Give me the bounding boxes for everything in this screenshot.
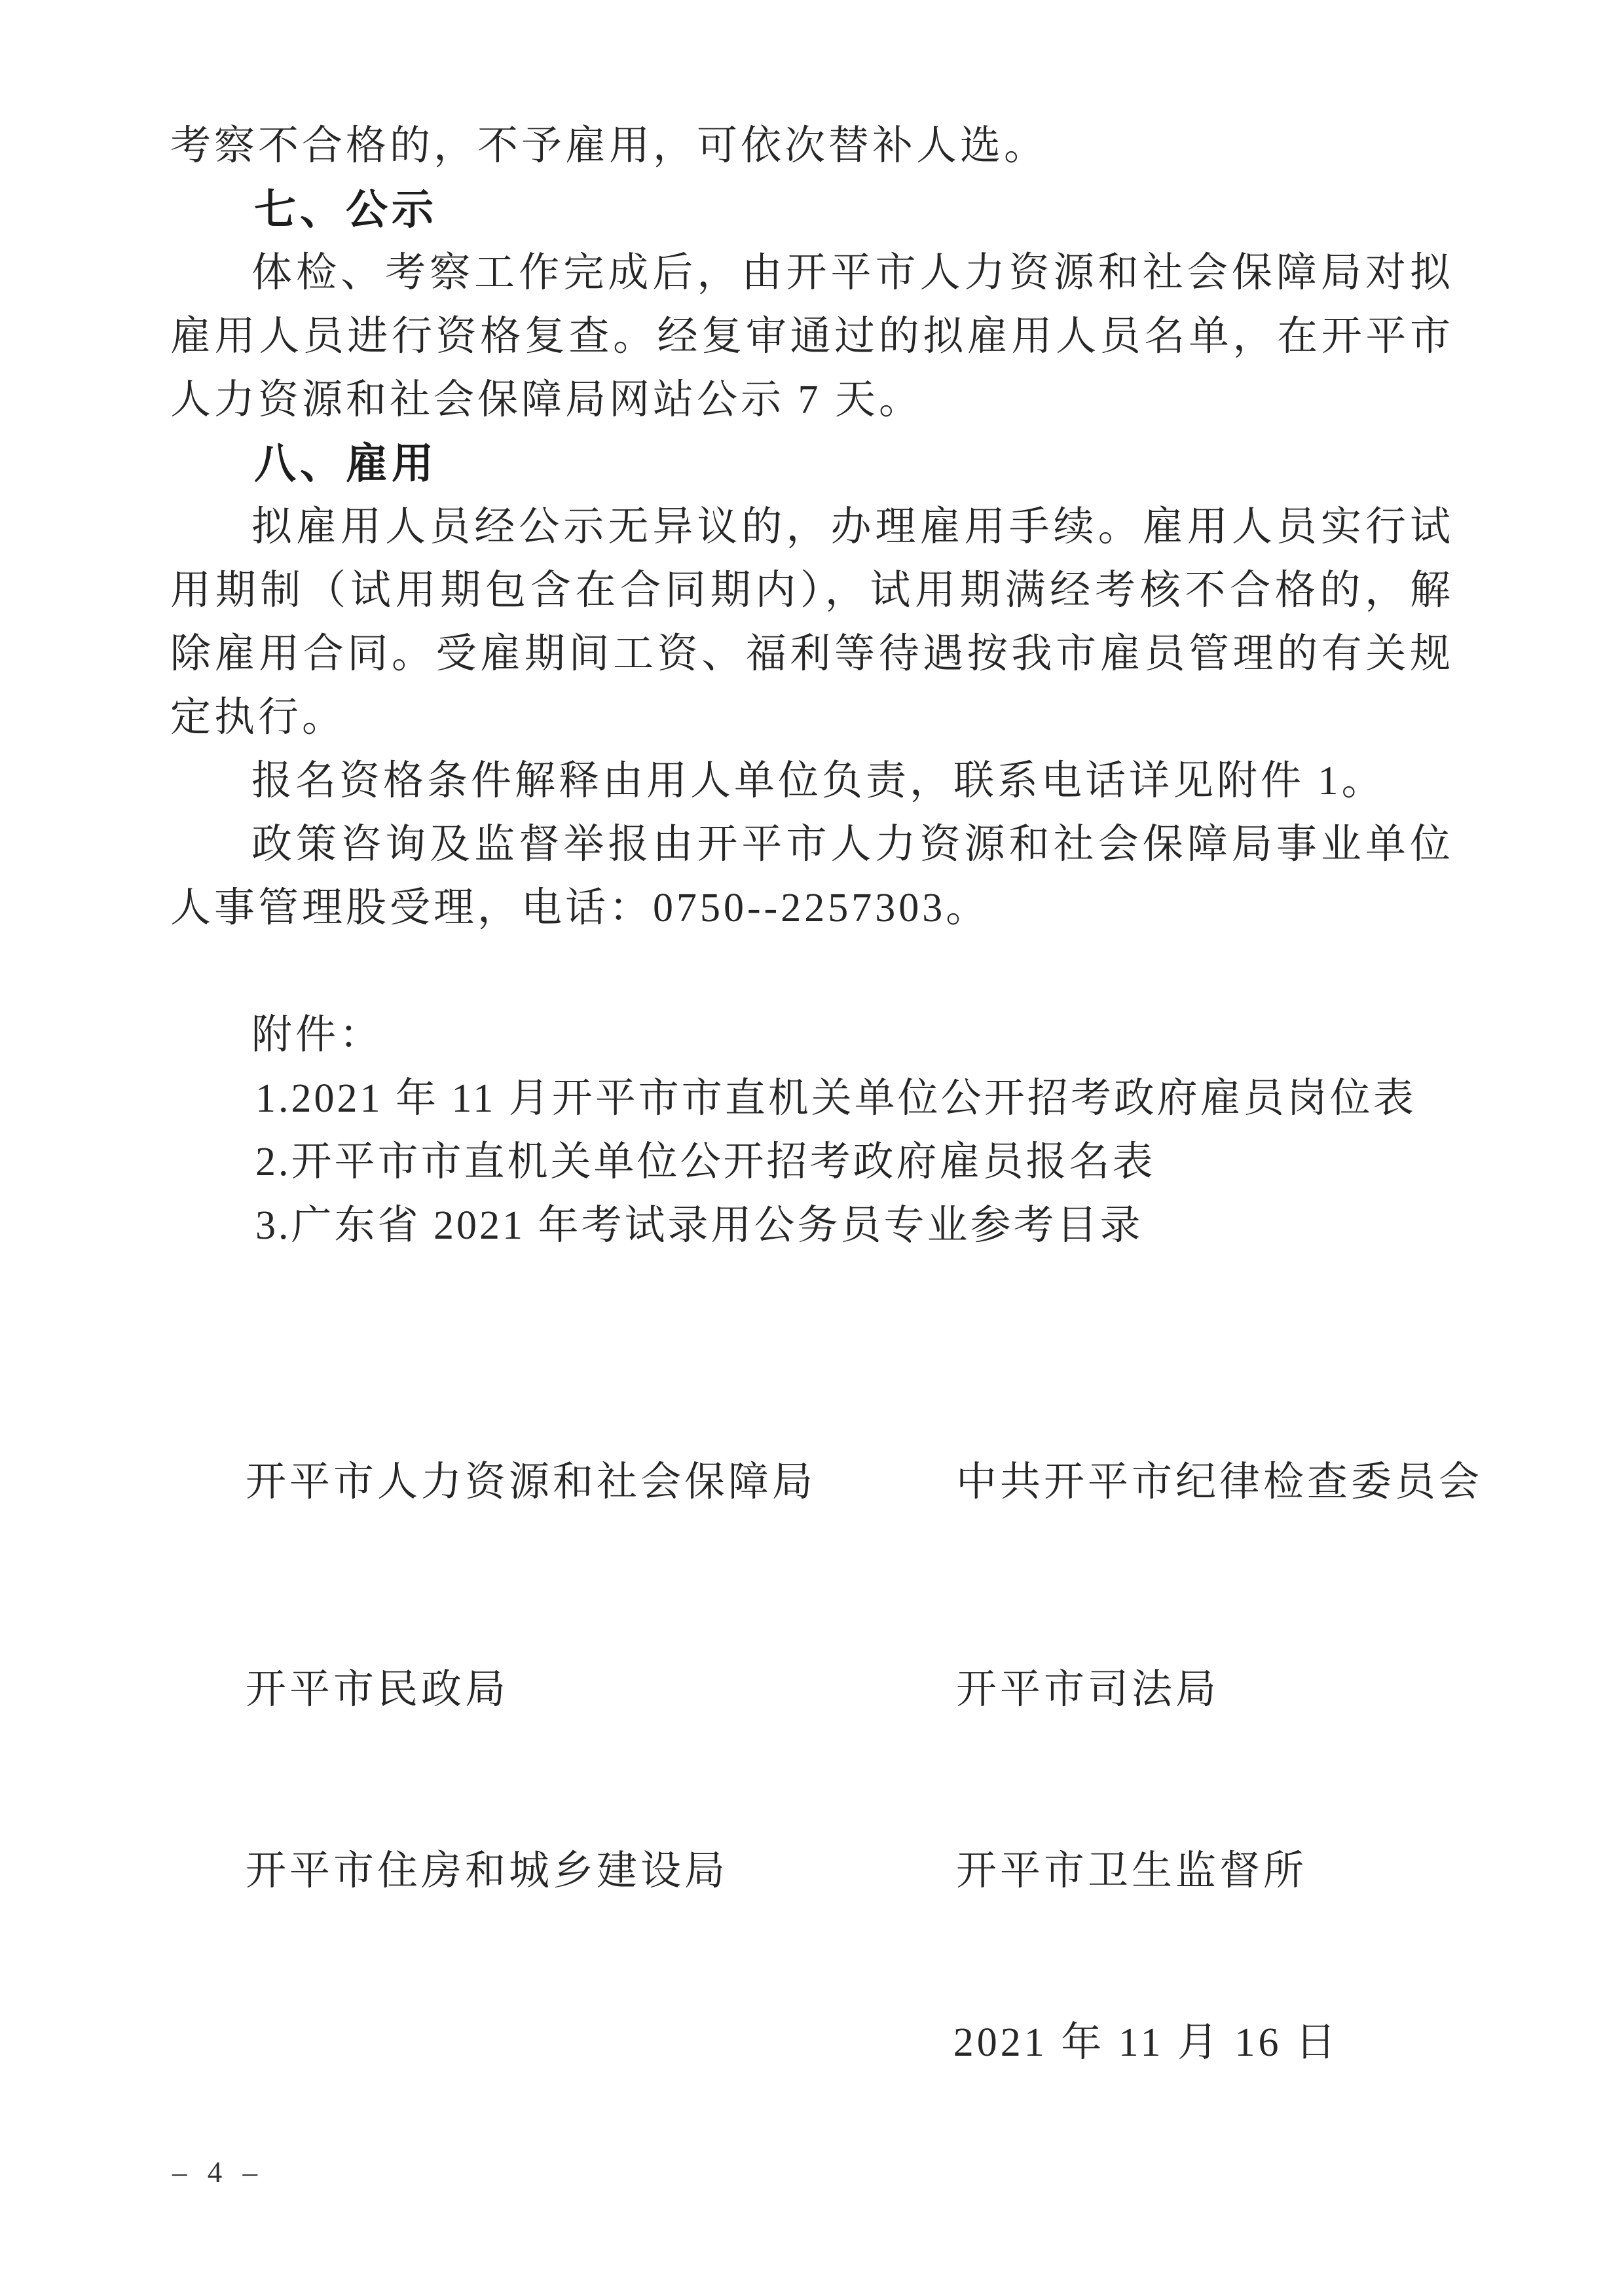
- signature-org-civil-affairs-bureau: 开平市民政局: [246, 1667, 509, 1712]
- attachment-item-1: 1.2021 年 11 月开平市市直机关单位公开招考政府雇员岗位表: [255, 1076, 1416, 1121]
- signature-org-housing-construction-bureau: 开平市住房和城乡建设局: [246, 1849, 729, 1893]
- section-8-paragraph-2: 报名资格条件解释由用人单位负责，联系电话详见附件 1。: [251, 759, 1386, 803]
- section-8-heading: 八、雇用: [254, 441, 437, 487]
- signature-org-justice-bureau: 开平市司法局: [956, 1667, 1220, 1712]
- section-7-paragraph-1: 体检、考察工作完成后，由开平市人力资源和社会保障局对拟雇用人员进行资格复查。经复审通过的拟雇用人员名单，在开平市人力资源和社会保障局网站公示 7 天。: [170, 251, 1454, 422]
- attachment-item-2: 2.开平市市直机关单位公开招考政府雇员报名表: [255, 1140, 1156, 1184]
- section-8-paragraph-1: 拟雇用人员经公示无异议的，办理雇用手续。雇用人员实行试用期制（试用期包含在合同期内），试用期满经考核不合格的，解除雇用合同。受雇期间工资、福利等待遇按我市雇员管理的有关规定执行。: [170, 505, 1454, 740]
- attachment-item-3: 3.广东省 2021 年考试录用公务员专业参考目录: [255, 1203, 1143, 1248]
- page-footer: [172, 2155, 264, 2189]
- signature-row-3: [246, 1840, 1454, 1903]
- signature-row-1: [246, 1451, 1483, 1514]
- signature-org-hrss-bureau: 开平市人力资源和社会保障局: [246, 1460, 817, 1504]
- signature-org-discipline-committee: 中共开平市纪律检查委员会: [956, 1460, 1483, 1504]
- attachments-label: 附件：: [251, 1013, 384, 1057]
- signature-org-health-supervision-institute: 开平市卫生监督所: [956, 1849, 1308, 1893]
- section-8-paragraph-3: 政策咨询及监督举报由开平市人力资源和社会保障局事业单位人事管理股受理，电话：0750--2257303。: [170, 822, 1454, 930]
- section-7-heading: 七、公示: [254, 187, 437, 233]
- intro-paragraph: 考察不合格的，不予雇用，可依次替补人选。: [170, 124, 1048, 168]
- signature-row-2: [246, 1658, 1454, 1722]
- document-date: 2021 年 11 月 16 日: [953, 2020, 1339, 2065]
- page-number: – 4 –: [172, 2156, 264, 2189]
